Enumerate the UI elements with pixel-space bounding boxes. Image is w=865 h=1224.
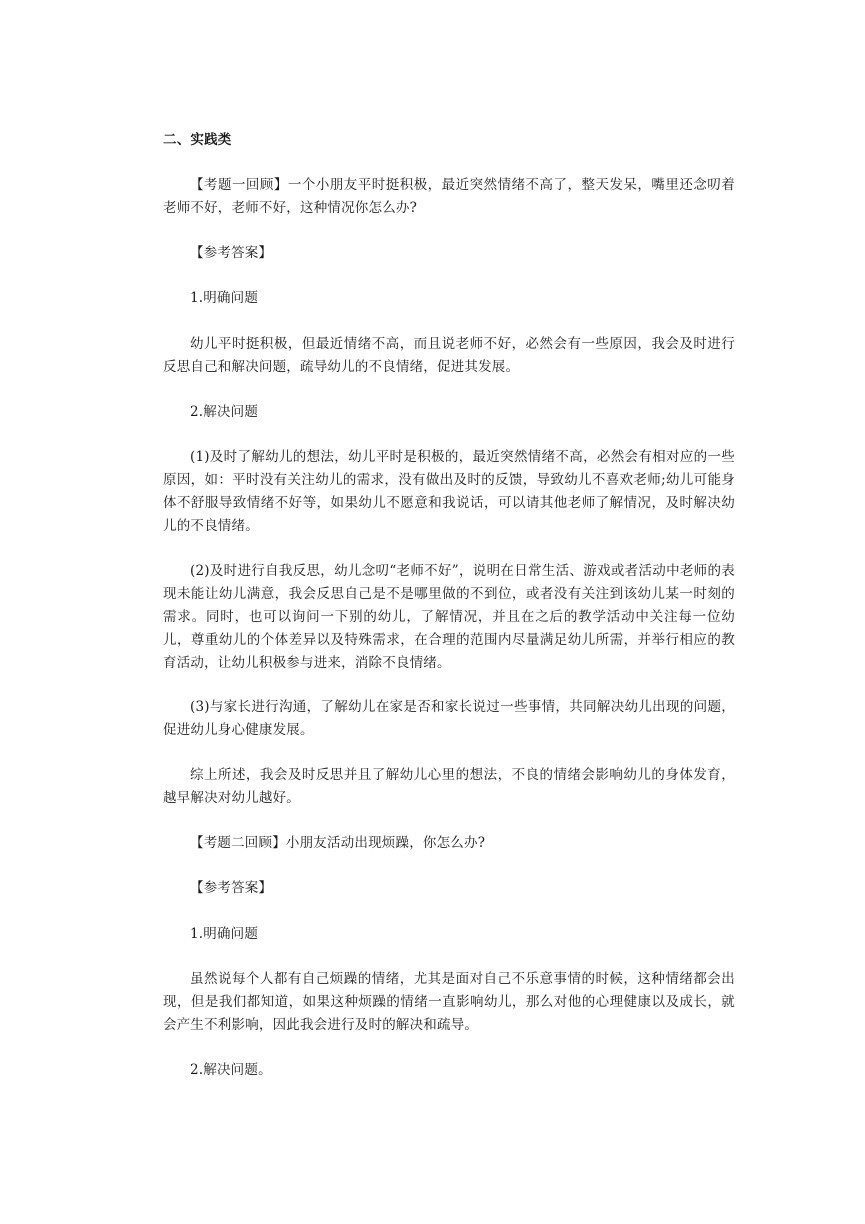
q2-step1-body-block [163,968,735,1037]
question-two-prompt: 【考题二回顾】小朋友活动出现烦躁，你怎么办? [190,835,486,851]
q1-prompt-block [163,174,735,220]
q1-step2-item3-block [163,696,735,742]
section-title-block [163,129,735,152]
q1-answer-label-block [163,242,735,265]
q2-step1-title-block [163,923,735,946]
q2-prompt-block [163,832,735,855]
q1-step2-title-block [163,401,735,424]
q2-answer-label-block [163,877,735,900]
q1-step2-item2-block [163,560,735,675]
question-one-summary: 综上所述，我会及时反思并且了解幼儿心里的想法，不良的情绪会影响幼儿的身体发育，越早解决对幼儿越好。 [163,767,735,806]
q1-step1-title-block [163,287,735,310]
question-two-answer-label: 【参考答案】 [190,880,273,896]
question-one-step2-title: 2.解决问题 [190,404,259,420]
question-two-step1-title: 1.明确问题 [190,926,259,942]
q1-step2-item1-block [163,446,735,538]
q1-step1-body-block [163,333,735,379]
question-one-answer-label: 【参考答案】 [190,245,273,261]
question-one-step1-body: 幼儿平时挺积极，但最近情绪不高，而且说老师不好，必然会有一些原因，我会及时进行反思自己和解决问题，疏导幼儿的不良情绪，促进其发展。 [163,336,735,375]
question-one-step1-title: 1.明确问题 [190,290,259,306]
question-one-step2-item2: (2)及时进行自我反思，幼儿念叨“老师不好”，说明在日常生活、游戏或者活动中老师的表现未能让幼儿满意，我会反思自己是不是哪里做的不到位，或者没有关注到该幼儿某一时刻的需求。同时，也可以询问一下别的幼儿，了解情况，并且在之后的教学活动中关注每一位幼儿，尊重幼儿的个体差异以及特殊需求，在合理的范围内尽量满足幼儿所需，并举行相应的教育活动，让幼儿积极参与进来，消除不良情绪。 [163,563,735,671]
question-one-step2-item3: (3)与家长进行沟通，了解幼儿在家是否和家长说过一些事情，共同解决幼儿出现的问题，促进幼儿身心健康发展。 [163,699,735,738]
question-one-step2-item1: (1)及时了解幼儿的想法，幼儿平时是积极的，最近突然情绪不高，必然会有相对应的一些原因，如：平时没有关注幼儿的需求，没有做出及时的反馈，导致幼儿不喜欢老师;幼儿可能身体不舒服导致情绪不好等，如果幼儿不愿意和我说话，可以请其他老师了解情况，及时解决幼儿的不良情绪。 [163,449,735,534]
q2-step2-title-block [163,1059,735,1082]
question-two-step2-title: 2.解决问题。 [190,1062,272,1078]
question-one-prompt: 【考题一回顾】一个小朋友平时挺积极，最近突然情绪不高了，整天发呆，嘴里还念叨着老师不好，老师不好，这种情况你怎么办? [163,177,735,216]
section-title: 二、实践类 [163,132,232,148]
q1-summary-block [163,764,735,810]
question-two-step1-body: 虽然说每个人都有自己烦躁的情绪，尤其是面对自己不乐意事情的时候，这种情绪都会出现，但是我们都知道，如果这种烦躁的情绪一直影响幼儿，那么对他的心理健康以及成长，就会产生不利影响，因此我会进行及时的解决和疏导。 [163,971,735,1033]
